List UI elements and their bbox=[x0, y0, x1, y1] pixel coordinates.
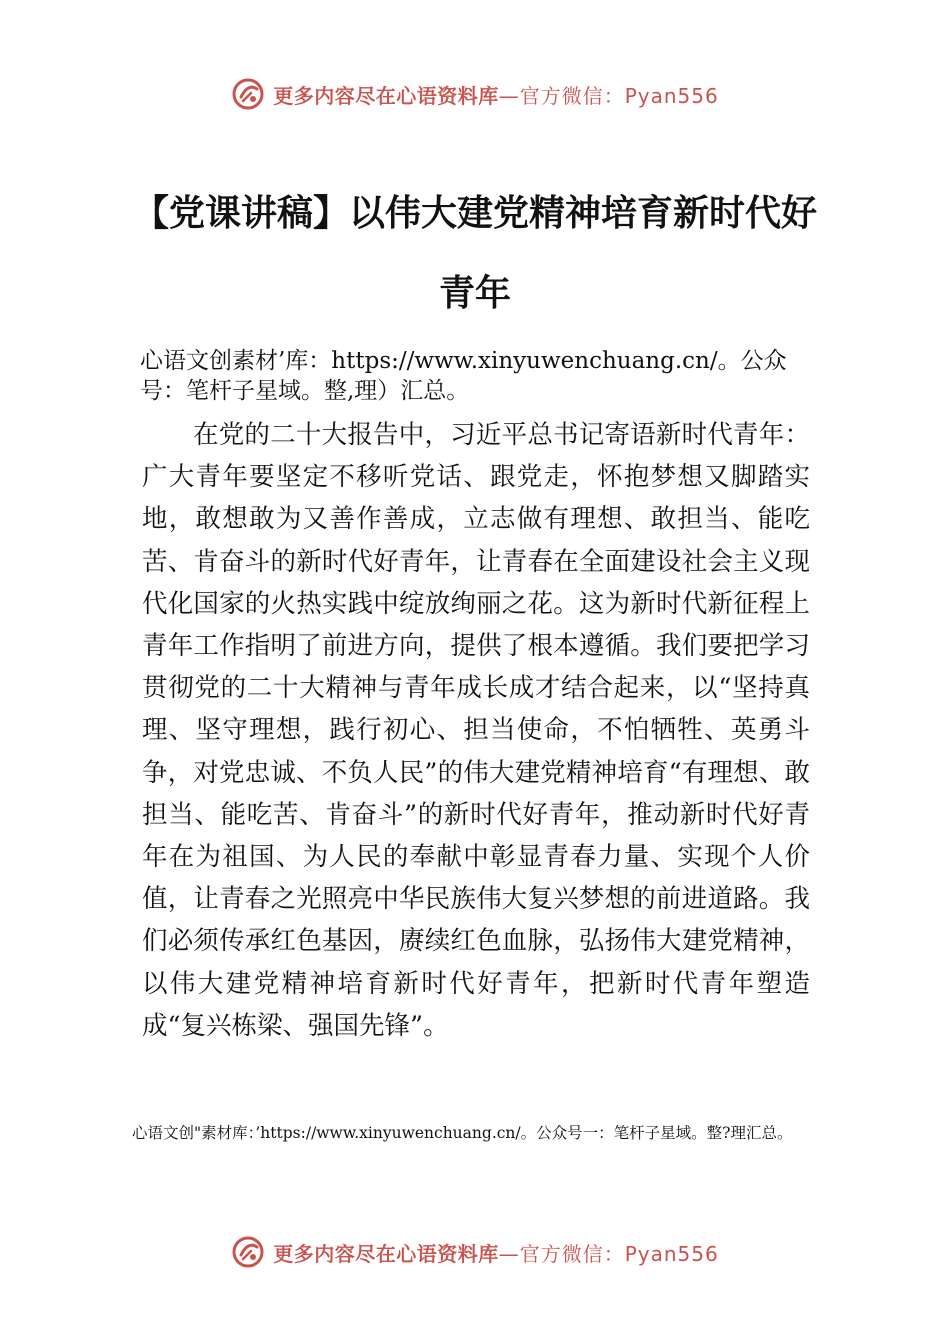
body-paragraph: 在党的二十大报告中，习近平总书记寄语新时代青年：广大青年要坚定不移听党话、跟党走，怀抱梦想又脚踏实地，敢想敢为又善作善成，立志做有理想、敢担当、能吃苦、肯奋斗的新时代好青年，让青春在全面建设社会主义现代化国家的火热实践中绽放绚丽之花。这为新时代新征程上青年工作指明了前进方向，提供了根本遵循。我们要把学习贯彻党的二十大精神与青年成长成才结合起来，以“坚持真理、坚守理想，践行初心、担当使命，不怕牺牲、英勇斗争，对党忠诚、不负人民”的伟大建党精神培育“有理想、敢担当、能吃苦、肯奋斗”的新时代好青年，推动新时代好青年在为祖国、为人民的奉献中彰显青春力量、实现个人价值，让青春之光照亮中华民族伟大复兴梦想的前进道路。我们必须传承红色基因，赓续红色血脉，弘扬伟大建党精神，以伟大建党精神培育新时代好青年，把新时代青年塑造成“复兴栋梁、强国先锋”。 bbox=[142, 420, 810, 1041]
banner-wechat-text: —官方微信：Pyan556 bbox=[498, 1241, 719, 1266]
banner-strong-text: 更多内容尽在心语资料库 bbox=[273, 83, 499, 108]
banner-strong-text: 更多内容尽在心语资料库 bbox=[273, 1241, 499, 1266]
source-note: 心语文创素材’库：https://www.xinyuwenchuang.cn/。公众号：笔杆子星域。整,理）汇总。 bbox=[140, 348, 787, 404]
banner-wechat-text: —官方微信：Pyan556 bbox=[498, 83, 719, 108]
footer-banner bbox=[0, 1230, 950, 1274]
brand-logo-icon bbox=[231, 1235, 265, 1269]
footnote: 心语文创"素材库：’https://www.xinyuwenchuang.cn/。公众号一：笔杆子星域。整?理汇总。 bbox=[132, 1124, 793, 1142]
page-title: 【党课讲稿】以伟大建党精神培育新时代好青年 bbox=[132, 193, 817, 315]
header-banner bbox=[0, 72, 950, 116]
brand-logo-icon bbox=[231, 77, 265, 111]
